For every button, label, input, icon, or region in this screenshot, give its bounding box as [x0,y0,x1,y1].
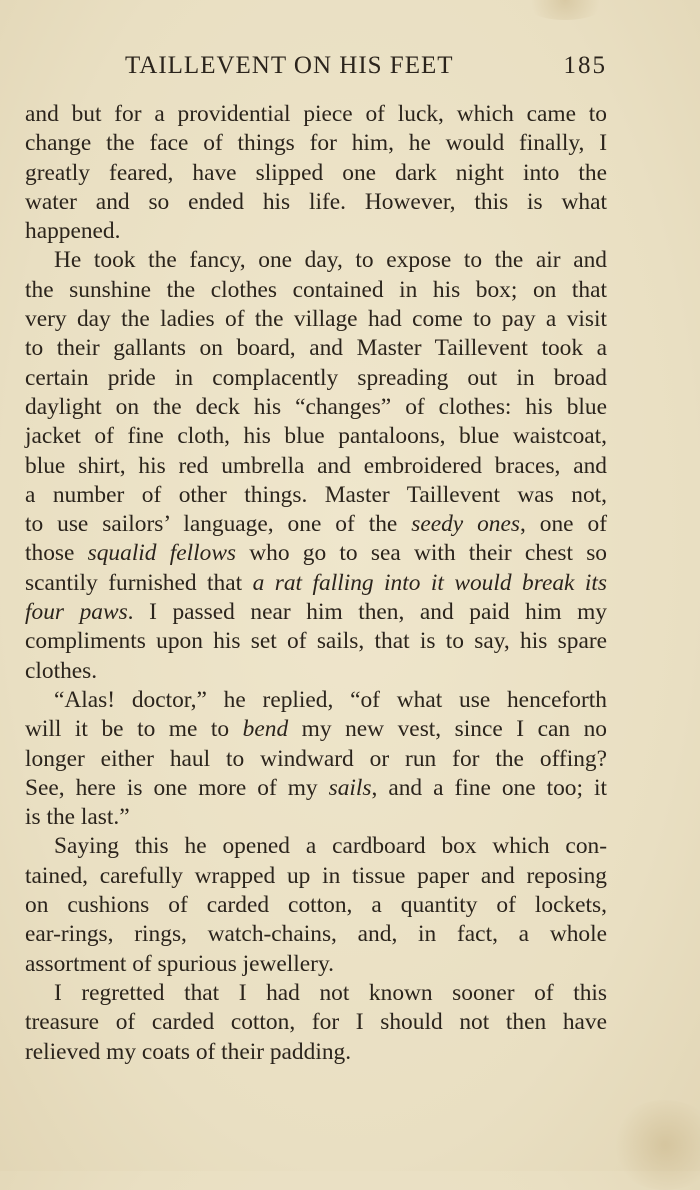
text-line [25,979,607,1008]
text-segment: , one of [519,511,607,538]
text-segment: relieved my coats of their padding. [25,1038,352,1065]
text-segment: jacket of fine cloth, his blue pantaloons, blue waistcoat, [25,423,607,450]
text-line [25,422,607,451]
paper-stain [610,1100,700,1190]
text-segment: certain pride in complacently spreading out in broad [25,364,607,391]
italic-phrase: sails [328,774,372,801]
text-line [25,334,607,363]
text-segment: and but for a providential piece of luck, which came to [25,101,607,127]
text-line [25,715,607,744]
text-segment: blue shirt, his red umbrella and embroidered braces, and [25,452,607,479]
text-line [25,539,607,568]
text-line [25,774,607,803]
text-segment: clothes. [25,657,98,684]
text-segment: to their gallants on board, and Master Taillevent took a [25,335,607,362]
text-segment: compliments upon his set of sails, that is to say, his spare [25,628,607,655]
running-head [25,52,607,86]
text-segment: my new vest, since I can no [288,716,607,743]
text-line [25,393,607,422]
text-line [25,569,607,598]
text-segment: who go to sea with their chest so [236,540,607,567]
text-segment: , and a fine one too; it [371,774,607,801]
text-segment: those [25,540,88,567]
page-number: 185 [563,52,607,79]
text-line [25,159,607,188]
text-segment: change the face of things for him, he would finally, I [25,130,607,157]
text-line [25,745,607,774]
text-segment: I regretted that I had not known sooner of this [54,979,607,1006]
text-line [25,832,607,861]
text-line [25,246,607,275]
text-line [25,364,607,393]
text-line [25,100,607,129]
text-segment: is the last.” [25,804,130,831]
text-line [25,276,607,305]
text-segment: very day the ladies of the village had come to pay a visit [25,306,607,333]
italic-phrase: four paws [25,599,128,626]
text-line [25,129,607,158]
text-line [25,627,607,656]
italic-phrase: bend [242,716,289,743]
text-line [25,657,607,686]
text-line [25,862,607,891]
body-text [25,100,607,1067]
paper-stain [520,0,610,20]
text-segment: longer either haul to windward or run for the offing? [25,745,607,772]
text-line [25,598,607,627]
italic-phrase: squalid fellows [87,540,237,567]
text-segment: scantily furnished that [25,569,253,596]
text-segment: ear-rings, rings, watch-chains, and, in fact, a whole [25,921,607,948]
text-segment: water and so ended his life. However, this is what [25,188,607,215]
text-segment: Saying this he opened a cardboard box which con- [54,833,607,860]
text-segment: to use sailors’ language, one of the [25,511,412,538]
text-line [25,217,607,246]
text-segment: on cushions of carded cotton, a quantity of lockets, [25,892,607,919]
text-segment: tained, carefully wrapped up in tissue paper and reposing [25,862,607,889]
text-line [25,1038,607,1067]
text-segment: He took the fancy, one day, to expose to the air and [54,247,607,274]
text-segment: happened. [25,218,121,245]
running-title: TAILLEVENT ON HIS FEET [125,52,454,79]
text-segment: . I passed near him then, and paid him my [127,599,607,626]
text-segment: treasure of carded cotton, for I should not then have [25,1009,607,1036]
text-line [25,510,607,539]
italic-phrase: a rat falling into it would break its [252,569,607,596]
text-line [25,686,607,715]
text-line [25,188,607,217]
text-segment: daylight on the deck his “changes” of clothes: his blue [25,393,607,420]
text-line [25,950,607,979]
text-segment: See, here is one more of my [25,774,329,801]
text-segment: the sunshine the clothes contained in his box; on that [25,276,607,303]
text-segment: “Alas! doctor,” he replied, “of what use henceforth [54,686,607,713]
text-segment: assortment of spurious jewellery. [25,950,334,977]
text-line [25,920,607,949]
text-line [25,452,607,481]
text-segment: will it be to me to [25,716,243,743]
italic-phrase: seedy ones [411,511,520,538]
text-line [25,305,607,334]
text-line [25,1008,607,1037]
text-line [25,803,607,832]
text-line [25,481,607,510]
text-segment: greatly feared, have slipped one dark night into the [25,159,607,186]
text-line [25,891,607,920]
text-segment: a number of other things. Master Taillevent was not, [25,481,607,508]
